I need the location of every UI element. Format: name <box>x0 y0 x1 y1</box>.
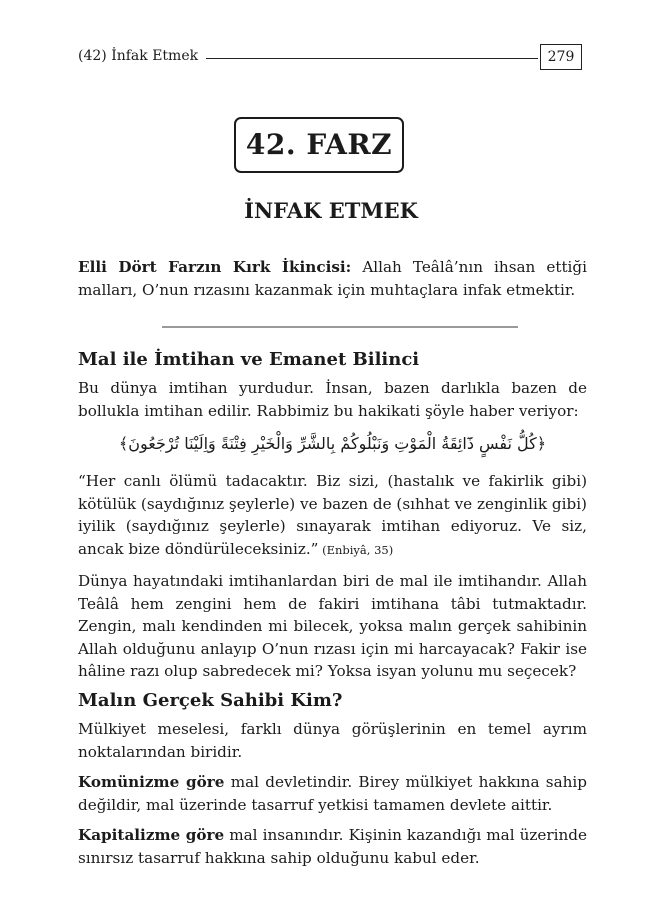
chapter-title: İNFAK ETMEK <box>244 198 418 223</box>
communism-body: mal devletindir. Birey mülkiyet hakkına sahip değildir, mal üzerinde tasarruf yetkisi tamamen devlete aittir. <box>78 773 587 814</box>
intro-paragraph <box>78 256 587 301</box>
paragraph-communism <box>78 771 587 816</box>
paragraph-ownership: Mülkiyet meselesi, farklı dünya görüşlerinin en temel ayrım noktalarından biridir. <box>78 720 587 761</box>
section-divider <box>162 326 518 328</box>
capitalism-body: mal insanındır. Kişinin kazandığı mal üzerinde sınırsız tasarruf hakkına sahip olduğunu kabul eder. <box>78 826 588 867</box>
communism-lead: Komünizme göre <box>78 773 225 791</box>
running-title: (42) İnfak Etmek <box>78 48 199 64</box>
paragraph-trial-wealth: Dünya hayatındaki imtihanlardan biri de mal ile imtihandır. Allah Teâlâ hem zengini hem de fakiri imtihana tâbi tutmaktadır. Zengin, malı kendinden mi bilecek, yoksa malın gerçek sahibinin Allah olduğunu anlayıp O’nun rızası için mi harcayacak? Fakir ise hâline razı olup sabredecek mi? Yoksa isyan yolunu mu seçecek? <box>78 572 587 680</box>
paragraph-trial-intro: Bu dünya imtihan yurdudur. İnsan, bazen darlıkla bazen de bollukla imtihan edilir. Rabbimiz bu hakikati şöyle haber veriyor: <box>78 379 587 420</box>
section-heading-trial: Mal ile İmtihan ve Emanet Bilinci <box>78 349 420 370</box>
verse-translation <box>78 470 587 561</box>
header-rule <box>206 58 538 59</box>
verse-reference: (Enbiyâ, 35) <box>318 542 394 557</box>
section-heading-owner: Malın Gerçek Sahibi Kim? <box>78 690 343 711</box>
quran-verse: ﴿كُلُّ نَفْسٍ ذَٓائِقَةُ الْمَوْتِ وَنَبْلُوكُمْ بِالشَّرِّ وَالْخَيْرِ فِتْنَةً وَاِلَيْنَا تُرْجَعُونَ﴾ <box>118 434 547 453</box>
translation-text: “Her canlı ölümü tadacaktır. Biz sizi, (hastalık ve fakirlik gibi) kötülük (saydığınız şeylerle) ve bazen de (sıhhat ve zenginlik gibi) iyilik (saydığınız şeylerle) sınayarak imtihan ediyoruz. Ve siz, ancak bize döndürüleceksiniz.” <box>78 472 587 558</box>
page-number: 279 <box>540 44 582 70</box>
chapter-label: 42. FARZ <box>234 117 404 173</box>
capitalism-lead: Kapitalizme göre <box>78 826 225 844</box>
intro-body: Allah Teâlâ’nın ihsan ettiği malları, O’nun rızasını kazanmak için muhtaçlara infak etmektir. <box>78 258 587 299</box>
running-header <box>78 44 582 70</box>
paragraph-capitalism <box>78 824 587 869</box>
intro-lead: Elli Dört Farzın Kırk İkincisi: <box>78 258 352 276</box>
